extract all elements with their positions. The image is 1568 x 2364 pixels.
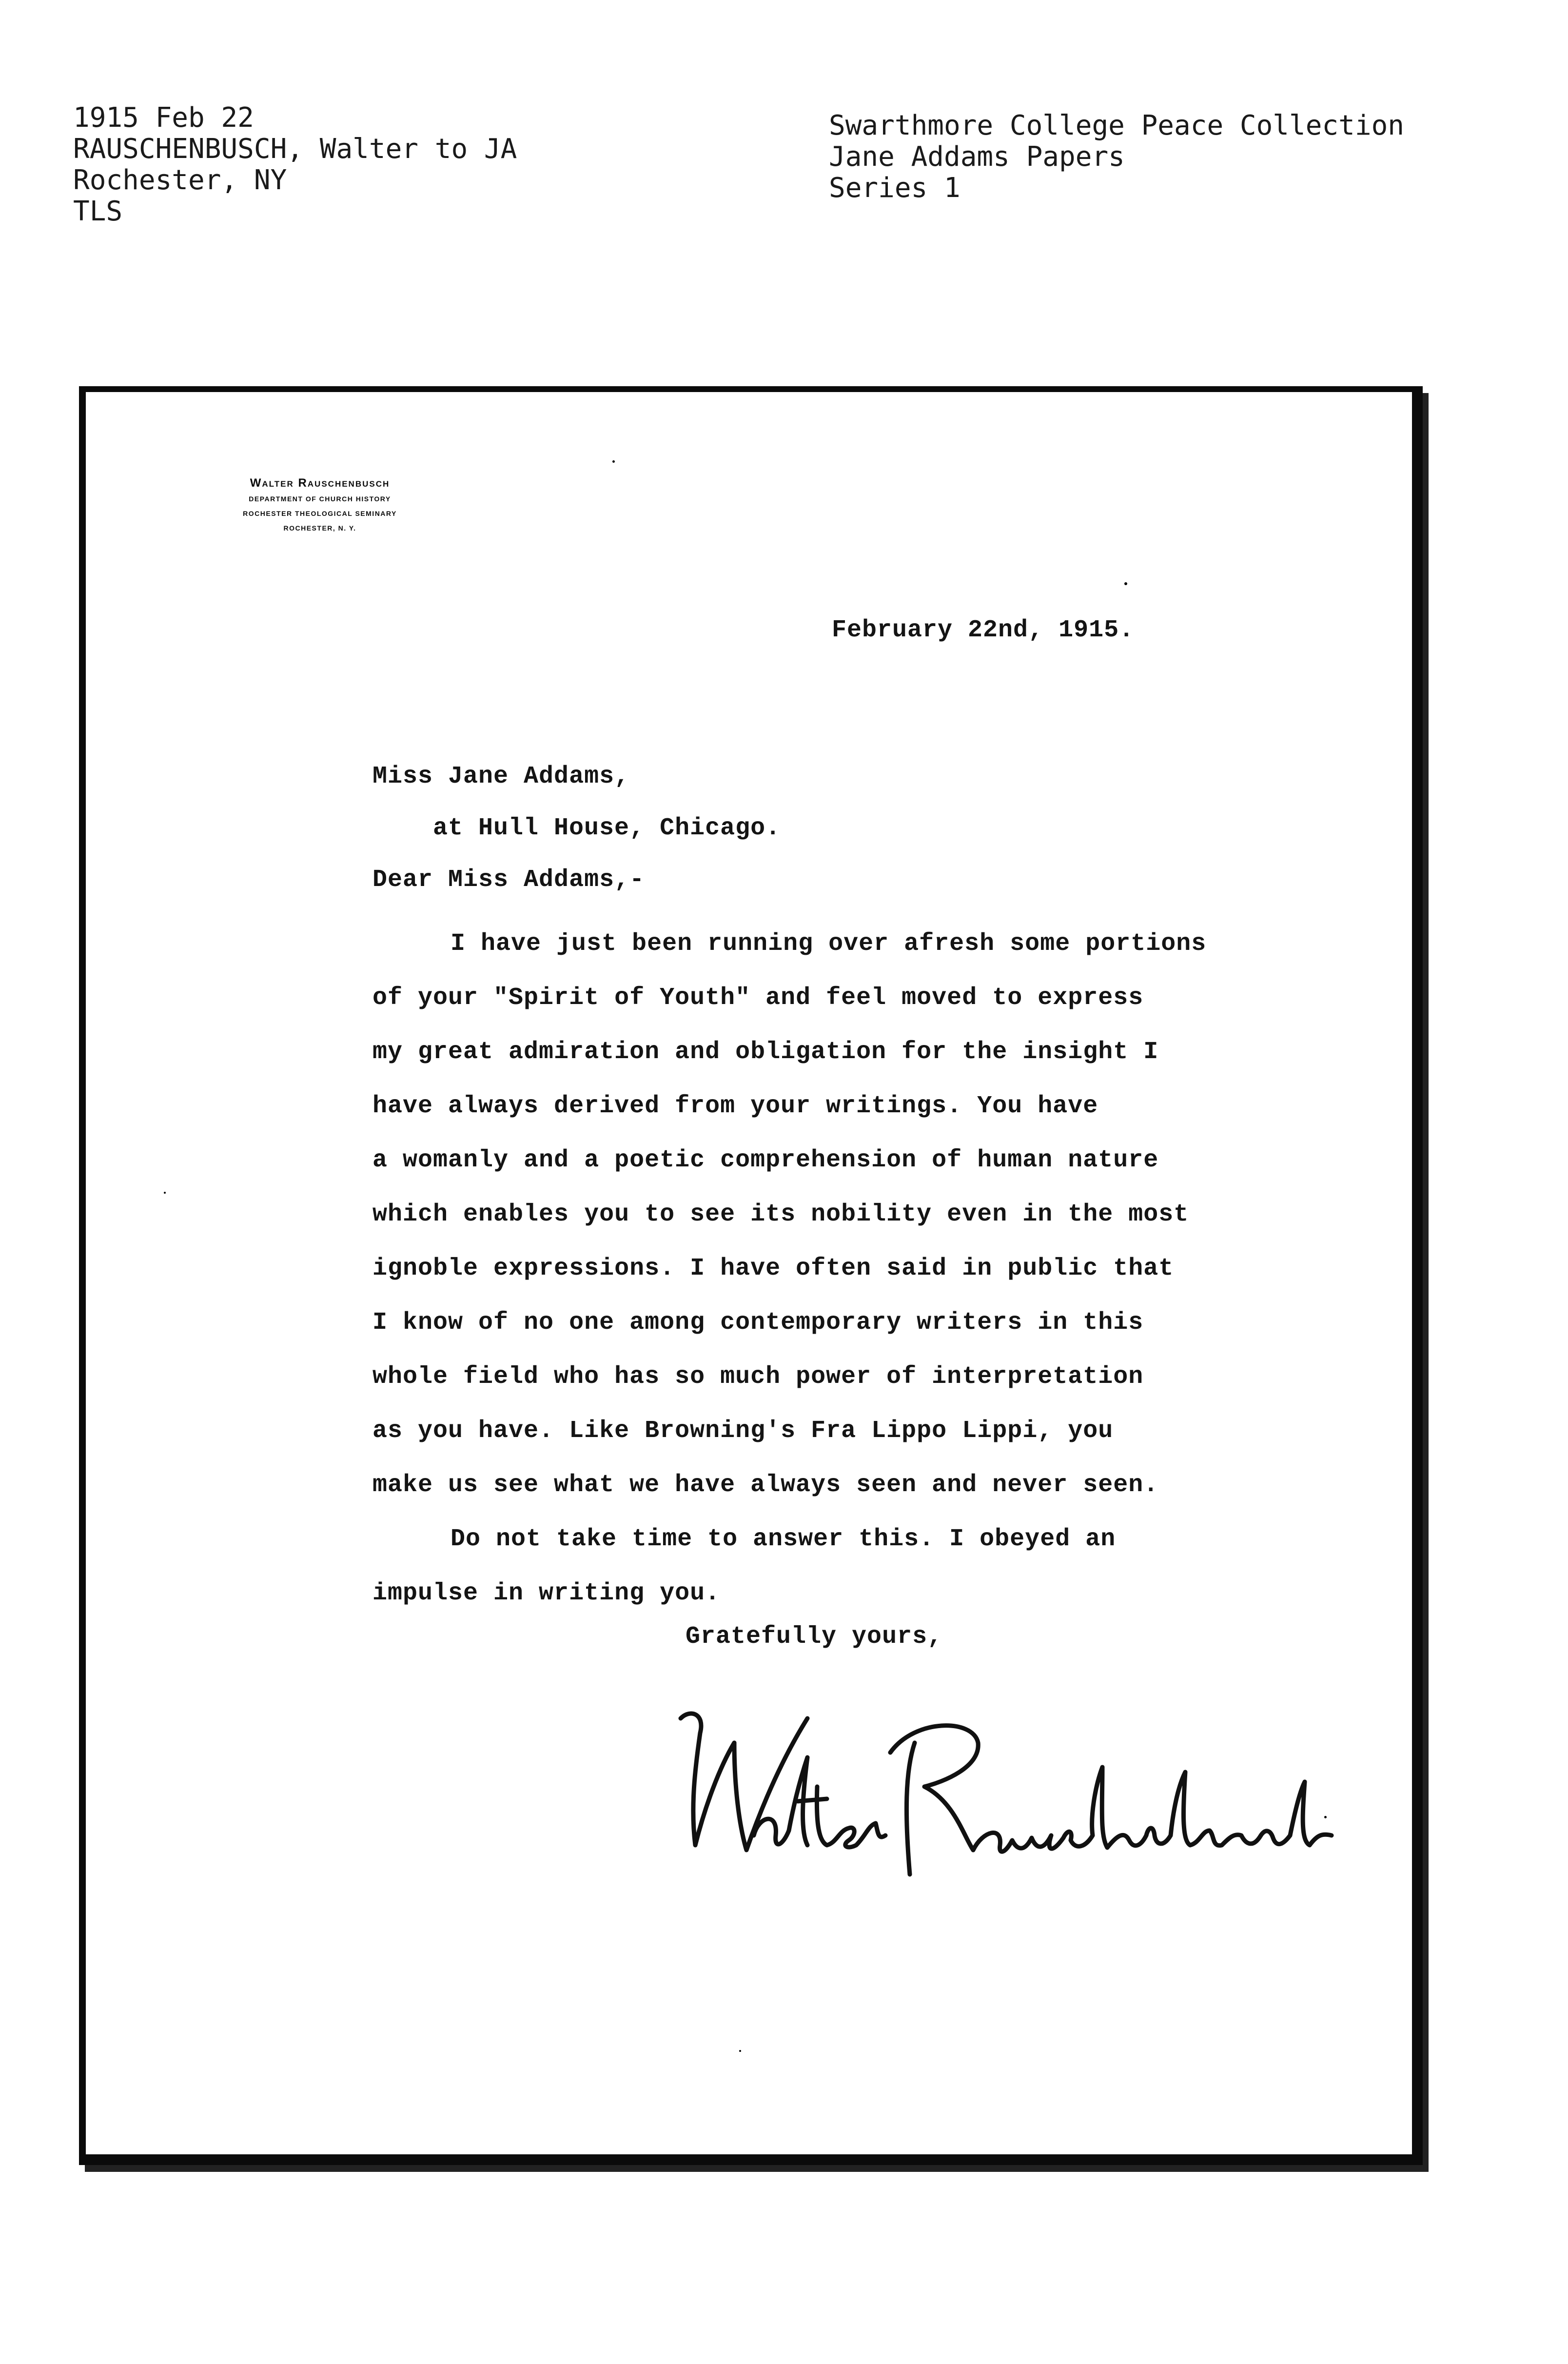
speck-mark [1124, 582, 1127, 585]
recipient-name: Miss Jane Addams, [372, 763, 630, 790]
speck-mark [164, 1192, 166, 1194]
archive-correspondents: RAUSCHENBUSCH, Walter to JA [73, 133, 517, 165]
body-line: which enables you to see its nobility even in the most [372, 1201, 1189, 1228]
archive-type: TLS [73, 196, 123, 227]
body-line: a womanly and a poetic comprehension of human nature [372, 1146, 1159, 1174]
archive-place: Rochester, NY [73, 164, 287, 196]
letter-date: February 22nd, 1915. [832, 616, 1135, 644]
archive-date: 1915 Feb 22 [73, 102, 254, 134]
archive-collection [829, 110, 1404, 204]
body-line: as you have. Like Browning's Fra Lippo Lippi, you [372, 1417, 1114, 1445]
recipient-address: at Hull House, Chicago. [433, 814, 781, 842]
speck-mark [612, 460, 615, 463]
letterhead-institution: ROCHESTER THEOLOGICAL SEMINARY [243, 510, 397, 517]
body-line: impulse in writing you. [372, 1579, 721, 1607]
body-line: make us see what we have always seen and never seen. [372, 1471, 1159, 1499]
salutation: Dear Miss Addams,- [372, 866, 645, 894]
collection-papers: Jane Addams Papers [829, 141, 1125, 173]
letterhead-city: ROCHESTER, N. Y. [283, 524, 356, 532]
body-line: of your "Spirit of Youth" and feel moved to express [372, 984, 1144, 1012]
letterhead-department: DEPARTMENT OF CHURCH HISTORY [249, 495, 391, 503]
body-line: Do not take time to answer this. I obeyed an [451, 1525, 1116, 1553]
closing: Gratefully yours, [686, 1623, 943, 1651]
letter-sheet [79, 386, 1423, 2165]
handwritten-signature [661, 1689, 1334, 1894]
body-line: whole field who has so much power of interpretation [372, 1363, 1144, 1391]
speck-mark [739, 2050, 741, 2052]
collection-name: Swarthmore College Peace Collection [829, 110, 1405, 141]
body-line: have always derived from your writings. You have [372, 1092, 1098, 1120]
body-line: I know of no one among contemporary writers in this [372, 1309, 1144, 1337]
letterhead-name: Walter Rauschenbusch [250, 476, 390, 490]
letterhead [174, 475, 466, 535]
body-line: ignoble expressions. I have often said in public that [372, 1255, 1174, 1282]
body-line: my great admiration and obligation for the insight I [372, 1038, 1159, 1066]
letter-body [372, 917, 1206, 1620]
collection-series: Series 1 [829, 172, 960, 204]
body-line: I have just been running over afresh some portions [451, 930, 1207, 958]
archive-citation [73, 102, 517, 227]
